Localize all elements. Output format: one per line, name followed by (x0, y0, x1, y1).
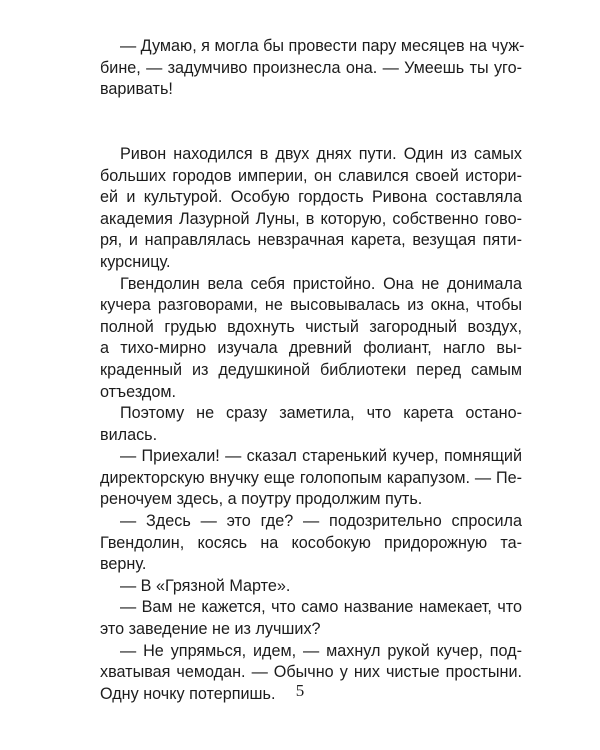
text-line: хватывая чемодан. — Обычно у них чистые простыни. (100, 663, 522, 682)
paragraph (100, 597, 522, 640)
text-line: Одну ночку потерпишь. (100, 684, 276, 703)
text-line: — Здесь — это где? — подозрительно спросила (120, 512, 522, 531)
text-line: Гвендолин, косясь на кособокую придорожную та- (100, 533, 522, 552)
paragraph (100, 274, 522, 404)
paragraph-gap (100, 101, 522, 123)
text-line: — Думаю, я могла бы провести пару месяцев на чуж- (120, 37, 525, 55)
text-line: бине, — задумчиво произнесла она. — Умеешь ты уго- (100, 58, 522, 77)
text-line: — Приехали! — сказал старенький кучер, помнящий (120, 447, 522, 466)
paragraph (100, 446, 522, 511)
text-line: курсницу. (100, 252, 171, 271)
paragraph-gap (100, 122, 522, 144)
paragraph (100, 511, 522, 576)
paragraph (100, 576, 522, 598)
text-line: варивать! (100, 80, 173, 99)
page-number: 5 (295, 681, 305, 700)
paragraph (100, 403, 522, 446)
text-line: Ривон находился в двух днях пути. Один из самых (120, 144, 522, 163)
text-line: кучера разговорами, не высовывалась из окна, чтобы (100, 296, 522, 315)
text-line: краденный из дедушкиной библиотеки перед самым (100, 360, 522, 379)
text-line: реночуем здесь, а поутру продолжим путь. (100, 490, 423, 509)
text-line: Гвендолин вела себя пристойно. Она не донимала (120, 274, 522, 293)
text-line: — Вам не кажется, что само название намекает, что (120, 598, 522, 617)
text-line: больших городов империи, он славился своей истори- (100, 166, 522, 185)
text-line: ей и культурой. Особую гордость Ривона составляла (100, 188, 522, 207)
text-line: — Не упрямься, идем, — махнул рукой кучер, под- (120, 641, 522, 660)
paragraph (100, 144, 522, 274)
text-line: отъездом. (100, 382, 176, 401)
text-line: — В «Грязной Марте». (120, 576, 291, 595)
text-line: это заведение не из лучших? (100, 620, 321, 639)
paragraph (100, 36, 525, 101)
text-line: директорскую внучку еще голопопым карапузом. — Пе- (100, 468, 522, 487)
text-line: вилась. (100, 425, 158, 444)
text-line: полной грудью вдохнуть чистый загородный воздух, (100, 317, 522, 336)
text-line: академия Лазурной Луны, в которую, собственно гово- (100, 209, 522, 228)
body-text (100, 36, 525, 705)
text-line: верну. (100, 555, 147, 574)
text-line: ря, и направлялась невзрачная карета, везущая пяти- (100, 231, 522, 250)
text-line: Поэтому не сразу заметила, что карета остано- (120, 404, 522, 423)
text-line: а тихо-мирно изучала древний фолиант, нагло вы- (100, 339, 522, 358)
